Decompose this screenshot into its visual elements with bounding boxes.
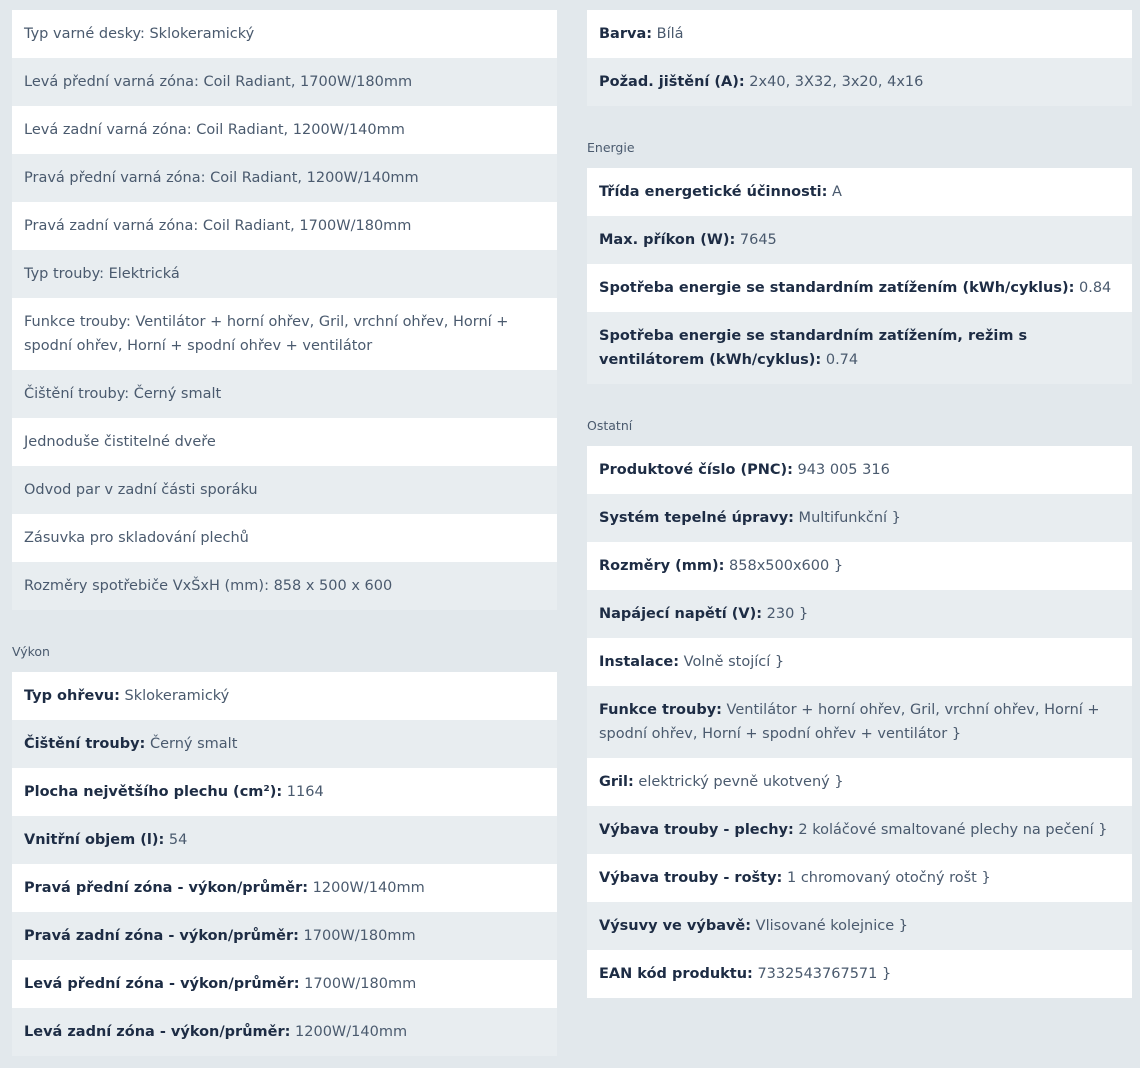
spec-key: Třída energetické účinnosti:: [599, 184, 828, 200]
spec-row: [587, 758, 1132, 806]
spec-row: [587, 58, 1132, 106]
spec-value: 2x40, 3X32, 3x20, 4x16: [744, 74, 924, 90]
spec-value: 1200W/140mm: [308, 880, 425, 896]
spec-key: Produktové číslo (PNC):: [599, 462, 793, 478]
feature-row: [12, 370, 557, 418]
spec-value: Vlisované kolejnice }: [751, 918, 908, 934]
spec-row: [587, 806, 1132, 854]
spec-value: 7645: [735, 232, 777, 248]
spec-value: 0.74: [821, 352, 859, 368]
spec-row: [587, 446, 1132, 494]
feature-text: Odvod par v zadní části sporáku: [24, 482, 258, 498]
feature-text: Levá přední varná zóna: Coil Radiant, 1700W/180mm: [24, 74, 413, 90]
spec-key: Typ ohřevu:: [24, 688, 120, 704]
spec-key: EAN kód produktu:: [599, 966, 753, 982]
spec-key: Výbava trouby - plechy:: [599, 822, 794, 838]
feature-row: [12, 514, 557, 562]
spec-value: A: [827, 184, 842, 200]
spec-value: Černý smalt: [145, 736, 238, 752]
spec-value: Sklokeramický: [119, 688, 230, 704]
feature-row: [12, 202, 557, 250]
spec-key: Systém tepelné úpravy:: [599, 510, 794, 526]
spec-value: Multifunkční }: [793, 510, 901, 526]
spec-row: [587, 638, 1132, 686]
spec-row: [12, 672, 557, 720]
spec-key: Výsuvy ve výbavě:: [599, 918, 752, 934]
spec-row: [12, 720, 557, 768]
spec-row: [587, 902, 1132, 950]
spec-key: Barva:: [599, 26, 653, 42]
spec-key: Instalace:: [599, 654, 680, 670]
spec-key: Funkce trouby:: [599, 702, 722, 718]
ostatni-table: [587, 446, 1132, 998]
spec-key: Výbava trouby - rošty:: [599, 870, 783, 886]
spec-row: [587, 168, 1132, 216]
spec-key: Gril:: [599, 774, 634, 790]
spec-row: [12, 768, 557, 816]
right-column: [587, 10, 1132, 998]
spec-row: [587, 216, 1132, 264]
spec-value: 230 }: [762, 606, 809, 622]
spec-row: [587, 312, 1132, 384]
spec-value: 7332543767571 }: [752, 966, 892, 982]
spec-key: Levá zadní zóna - výkon/průměr:: [24, 1024, 291, 1040]
feature-text: Funkce trouby: Ventilátor + horní ohřev, Gril, vrchní ohřev, Horní + spodní ohřev, Horní + spodní ohřev + ventilátor: [24, 314, 509, 354]
spec-value: 1200W/140mm: [290, 1024, 408, 1040]
spec-value: 1700W/180mm: [298, 928, 416, 944]
spec-value: Volně stojící }: [679, 654, 785, 670]
feature-text: Rozměry spotřebiče VxŠxH (mm): 858 x 500 x 600: [24, 578, 393, 594]
spec-key: Požad. jištění (A):: [599, 74, 745, 90]
feature-row: [12, 250, 557, 298]
spec-row: [587, 494, 1132, 542]
feature-row: [12, 466, 557, 514]
spec-key: Levá přední zóna - výkon/průměr:: [24, 976, 300, 992]
spec-value: Ventilátor + horní ohřev, Gril, vrchní ohřev, Horní + spodní ohřev, Horní + spodní ohřev + ventilátor }: [599, 702, 1100, 742]
feature-text: Jednoduše čistitelné dveře: [24, 434, 216, 450]
section-title-ostatni: Ostatní: [587, 418, 633, 433]
spec-row: [587, 590, 1132, 638]
spec-row: [587, 686, 1132, 758]
section-title-vykon: Výkon: [12, 644, 50, 659]
vykon-table: [12, 672, 557, 1056]
spec-row: [12, 816, 557, 864]
spec-key: Plocha největšího plechu (cm²):: [24, 784, 283, 800]
general-table: [587, 10, 1132, 106]
spec-value: 0.84: [1074, 280, 1112, 296]
feature-text: Pravá přední varná zóna: Coil Radiant, 1200W/140mm: [24, 170, 419, 186]
spec-value: 1700W/180mm: [299, 976, 417, 992]
feature-text: Zásuvka pro skladování plechů: [24, 530, 249, 546]
section-title-energie: Energie: [587, 140, 635, 155]
spec-value: 54: [164, 832, 188, 848]
spec-key: Čištění trouby:: [24, 736, 146, 752]
spec-row: [12, 864, 557, 912]
feature-text: Typ varné desky: Sklokeramický: [24, 26, 255, 42]
feature-text: Levá zadní varná zóna: Coil Radiant, 1200W/140mm: [24, 122, 405, 138]
spec-value: elektrický pevně ukotvený }: [633, 774, 844, 790]
spec-value: 943 005 316: [792, 462, 890, 478]
spec-key: Napájecí napětí (V):: [599, 606, 763, 622]
feature-row: [12, 154, 557, 202]
spec-row: [587, 10, 1132, 58]
spec-row: [12, 912, 557, 960]
features-list: [12, 10, 557, 610]
feature-row: [12, 562, 557, 610]
spec-value: Bílá: [652, 26, 684, 42]
feature-text: Typ trouby: Elektrická: [24, 266, 180, 282]
spec-row: [12, 960, 557, 1008]
feature-row: [12, 106, 557, 154]
energie-table: [587, 168, 1132, 384]
spec-row: [12, 1008, 557, 1056]
feature-row: [12, 298, 557, 370]
feature-text: Pravá zadní varná zóna: Coil Radiant, 1700W/180mm: [24, 218, 412, 234]
spec-key: Pravá přední zóna - výkon/průměr:: [24, 880, 309, 896]
feature-row: [12, 10, 557, 58]
spec-value: 2 koláčové smaltované plechy na pečení }: [793, 822, 1108, 838]
spec-key: Max. příkon (W):: [599, 232, 736, 248]
spec-key: Spotřeba energie se standardním zatížením, režim s ventilátorem (kWh/cyklus):: [599, 328, 1028, 368]
spec-value: 858x500x600 }: [724, 558, 844, 574]
feature-text: Čištění trouby: Černý smalt: [24, 386, 222, 402]
spec-row: [587, 542, 1132, 590]
spec-value: 1164: [282, 784, 324, 800]
spec-row: [587, 264, 1132, 312]
feature-row: [12, 58, 557, 106]
spec-row: [587, 854, 1132, 902]
spec-value: 1 chromovaný otočný rošt }: [782, 870, 991, 886]
spec-key: Rozměry (mm):: [599, 558, 725, 574]
spec-key: Pravá zadní zóna - výkon/průměr:: [24, 928, 299, 944]
left-column: [12, 10, 557, 1056]
spec-key: Vnitřní objem (l):: [24, 832, 165, 848]
spec-key: Spotřeba energie se standardním zatížením (kWh/cyklus):: [599, 280, 1075, 296]
spec-row: [587, 950, 1132, 998]
feature-row: [12, 418, 557, 466]
